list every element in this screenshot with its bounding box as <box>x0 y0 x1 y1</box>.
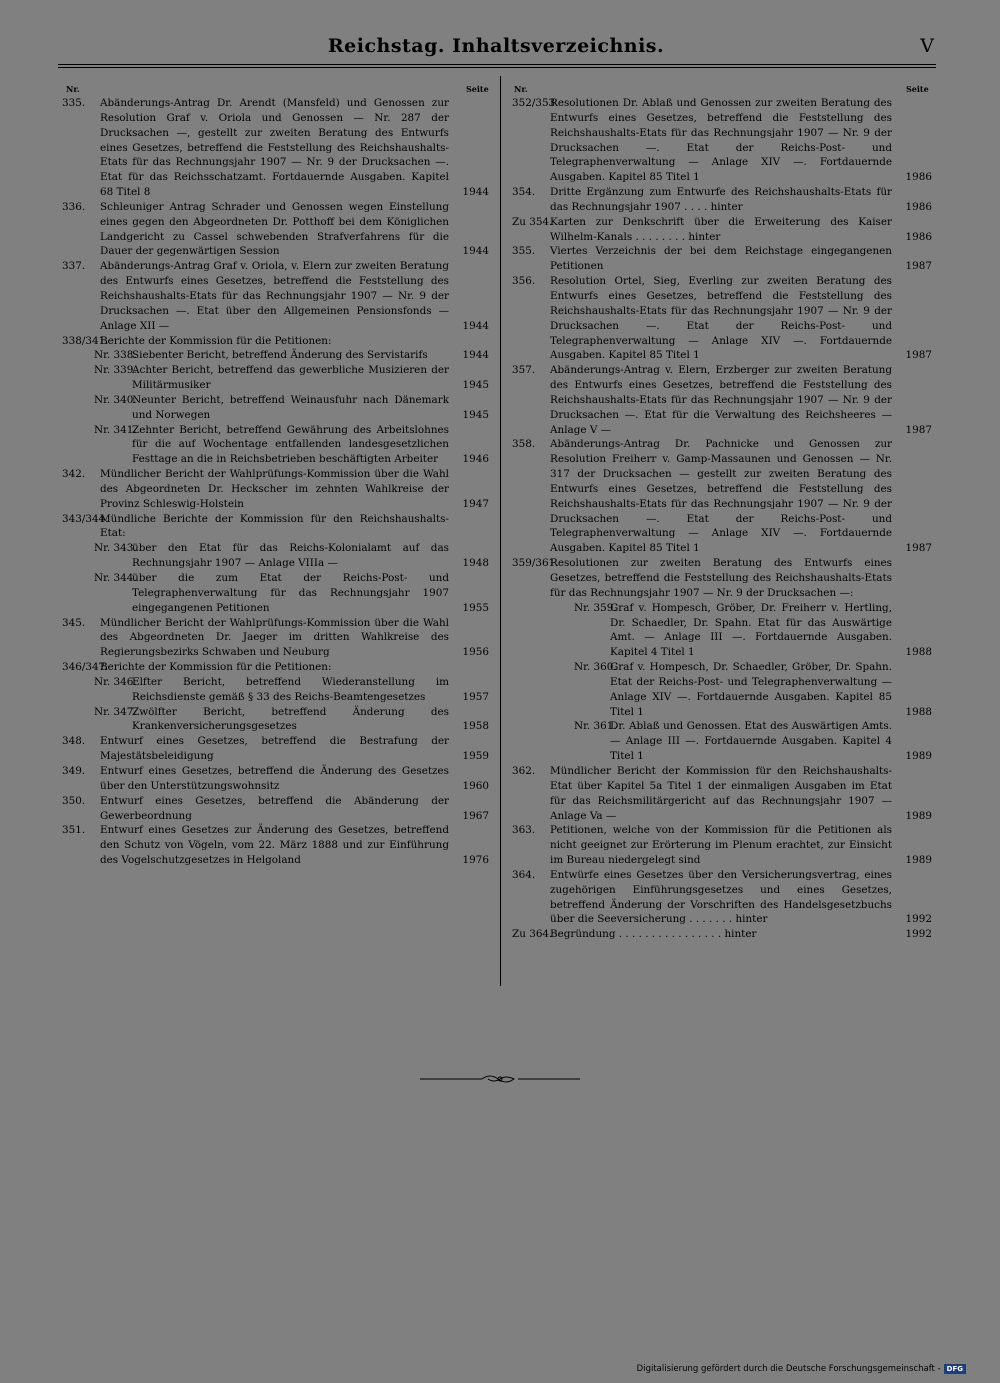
toc-entry <box>512 868 932 927</box>
toc-subentry <box>62 363 489 393</box>
page-header <box>58 35 934 63</box>
entry-text: Berichte der Kommission für die Petitionen: <box>100 661 332 674</box>
toc-subentry <box>62 348 489 363</box>
footer-text: Digitalisierung gefördert durch die Deutsche Forschungsgemeinschaft - <box>636 1364 941 1374</box>
entry-page: 1944 <box>462 245 489 258</box>
left-seite-label: Seite <box>466 84 489 94</box>
entry-page: 1987 <box>905 349 932 362</box>
entry-number: 335. <box>62 97 86 109</box>
entry-page: 1947 <box>462 497 489 510</box>
toc-subentry <box>512 601 932 660</box>
entry-number: Nr. 359. <box>574 601 617 614</box>
entry-page: 1988 <box>905 646 932 659</box>
entry-text: Mündlicher Bericht der Wahlprüfungs-Kommission über die Wahl des Abgeordneten Dr. Heckscher im zehnten Wahlkreise der Provinz Schleswig-Holstein <box>100 468 449 510</box>
entry-number: 356. <box>512 275 536 288</box>
entry-page: 1959 <box>462 750 489 763</box>
entry-number: 351. <box>62 824 86 837</box>
toc-entry <box>512 823 932 868</box>
toc-subentry <box>62 541 489 571</box>
entry-text: Berichte der Kommission für die Petitionen: <box>100 334 332 347</box>
toc-subentry <box>62 571 489 616</box>
entry-number: Nr. 338. <box>94 349 137 362</box>
toc-entry <box>62 334 489 349</box>
toc-subentry <box>62 393 489 423</box>
toc-subentry <box>62 705 489 735</box>
toc-entry <box>512 363 932 437</box>
entry-number: 355. <box>512 245 536 258</box>
toc-entry <box>512 437 932 556</box>
entry-text: Karten zur Denkschrift über die Erweiterung des Kaiser Wilhelm-Kanals . . . . . . . . hinter <box>550 215 892 243</box>
toc-entry <box>512 244 932 274</box>
entry-number: 338/341. <box>62 334 109 347</box>
entry-text: Resolutionen zur zweiten Beratung des Entwurfs eines Gesetzes, betreffend die Feststellung des Reichshaushalts-Etats für das Rechnungsjahr 1907 — Nr. 9 der Drucksachen —: <box>550 557 892 599</box>
entry-number: 349. <box>62 764 86 777</box>
entry-page: 1987 <box>905 542 932 555</box>
toc-entry <box>512 215 932 245</box>
toc-entry <box>62 616 489 661</box>
toc-entry <box>512 556 932 601</box>
entry-page: 1967 <box>462 809 489 822</box>
entry-number: 346/347. <box>62 661 109 674</box>
toc-subentry <box>512 660 932 719</box>
toc-entry <box>62 96 489 200</box>
entry-text: Begründung . . . . . . . . . . . . . . . . hinter <box>550 928 757 941</box>
entry-number: 342. <box>62 468 86 481</box>
toc-entry <box>62 823 489 868</box>
toc-entry <box>62 512 489 542</box>
entry-page: 1988 <box>905 705 932 718</box>
entry-number: Nr. 341. <box>94 423 137 436</box>
entry-page: 1989 <box>905 750 932 763</box>
entry-text: Abänderungs-Antrag v. Elern, Erzberger zur zweiten Beratung des Entwurfs eines Gesetzes, betreffend die Feststellung des Reichshaushalts-Etats für das Rechnungsjahr 1907 — Nr. 9 der Drucksachen —. Etat für die Verwaltung des Reichsheeres — Anlage V — <box>550 364 892 436</box>
entry-number: 362. <box>512 764 536 777</box>
entry-number: Nr. 344. <box>94 572 137 584</box>
entry-text: über den Etat für das Reichs-Kolonialamt auf das Rechnungsjahr 1907 — Anlage VIIIa — <box>132 542 449 570</box>
entry-number: 350. <box>62 794 86 807</box>
entry-page: 1960 <box>462 779 489 792</box>
entry-text: Abänderungs-Antrag Graf v. Oriola, v. Elern zur zweiten Beratung des Entwurfs eines Gesetzes, betreffend die Feststellung des Reichshaushalts-Etats für das Rechnungsjahr 1907 — Nr. 9 der Drucksachen —. Etat über den Allgemeinen Pensionsfonds — Anlage XII — <box>100 260 449 332</box>
entry-text: Entwürfe eines Gesetzes über den Versicherungsvertrag, eines zugehörigen Einführungsgesetzes und eines Gesetzes, betreffend Änderung der Vorschriften des Handelsgesetzbuchs über die Seeversicherung . . . . . . . hinter <box>550 868 892 926</box>
entry-text: Dritte Ergänzung zum Entwurfe des Reichshaushalts-Etats für das Rechnungsjahr 1907 . . . . hinter <box>550 186 892 213</box>
entry-text: Zwölfter Bericht, betreffend Änderung des Krankenversicherungsgesetzes <box>132 705 449 733</box>
entry-page: 1944 <box>462 349 489 362</box>
entry-number: 354. <box>512 186 536 199</box>
entry-text: Mündlicher Bericht der Wahlprüfungs-Kommission über die Wahl des Abgeordneten Dr. Jaeger im dritten Wahlkreise des Regierungsbezirks Schwaben und Neuburg <box>100 616 449 659</box>
entry-page: 1944 <box>462 319 489 332</box>
entry-number: 336. <box>62 200 86 213</box>
entry-text: Abänderungs-Antrag Dr. Pachnicke und Genossen zur Resolution Freiherr v. Gamp-Massaunen und Genossen — Nr. 317 der Drucksachen — gestellt zur zweiten Beratung des Entwurfs eines Gesetzes, betreffend die Feststellung des Reichshaushalts-Etats für das Rechnungsjahr 1907 — Nr. 9 der Drucksachen —. Etat der Reichs-Post- und Telegraphenverwaltung — Anlage XIV —. Fortdauernde Ausgaben. Kapitel 85 Titel 1 <box>550 438 892 555</box>
toc-entry <box>62 259 489 333</box>
entry-page: 1976 <box>462 854 489 867</box>
entry-number: 343/344. <box>62 512 109 525</box>
entry-text: Petitionen, welche von der Kommission für die Petitionen als nicht geeignet zur Erörterung im Plenum erachtet, zur Einsicht im Bureau niedergelegt sind <box>550 824 892 867</box>
entry-number: Nr. 343. <box>94 542 137 555</box>
footer <box>637 1364 966 1374</box>
entry-number: Nr. 361. <box>574 720 617 733</box>
entry-page: 1986 <box>905 200 932 213</box>
toc-subentry <box>512 719 932 764</box>
entry-text: Elfter Bericht, betreffend Wiederanstellung im Reichsdienste gemäß § 33 des Reichs-Beamtengesetzes <box>132 675 449 703</box>
column-divider <box>500 76 501 986</box>
header-rule-thin <box>58 67 936 68</box>
entry-page: 1989 <box>905 854 932 867</box>
entry-number: 359/361. <box>512 557 559 570</box>
left-column <box>62 96 489 868</box>
right-column <box>512 96 932 942</box>
toc-entry <box>62 734 489 764</box>
entry-number: Nr. 339. <box>94 364 137 377</box>
entry-page: 1948 <box>462 557 489 570</box>
toc-subentry <box>62 675 489 705</box>
page-title: Reichstag. Inhaltsverzeichnis. <box>327 35 665 57</box>
toc-entry <box>512 185 932 215</box>
entry-page: 1946 <box>462 453 489 466</box>
header-rule <box>58 64 936 65</box>
left-nr-label: Nr. <box>66 84 80 94</box>
page-number: V <box>920 35 934 57</box>
entry-number: Nr. 347. <box>94 705 137 718</box>
entry-page: 1944 <box>462 186 489 199</box>
dfg-logo: DFG <box>944 1364 966 1374</box>
entry-text: Abänderungs-Antrag Dr. Arendt (Mansfeld) und Genossen zur Resolution Graf v. Oriola und Genossen — Nr. 287 der Drucksachen —, gestellt zur zweiten Beratung des Entwurfs eines Gesetzes, betreffend die Feststellung des Reichshaushalts-Etats für das Rechnungsjahr 1907 — Nr. 9 der Drucksachen —. Etat für das Reichsschatzamt. Fortdauernde Ausgaben. Kapitel 68 Titel 8 <box>100 97 449 199</box>
entry-page: 1945 <box>462 408 489 421</box>
entry-page: 1955 <box>462 601 489 614</box>
toc-entry <box>62 794 489 824</box>
entry-page: 1956 <box>462 646 489 659</box>
entry-text: über die zum Etat der Reichs-Post- und Telegraphenverwaltung für das Rechnungsjahr 1907 eingegangenen Petitionen <box>132 572 449 614</box>
entry-text: Entwurf eines Gesetzes, betreffend die Abänderung der Gewerbeordnung <box>100 794 449 822</box>
entry-page: 1958 <box>462 720 489 733</box>
entry-text: Graf v. Hompesch, Gröber, Dr. Freiherr v. Hertling, Dr. Schaedler, Dr. Spahn. Etat für das Auswärtige Amt. — Anlage III —. Fortdauernde Ausgaben. Kapitel 4 Titel 1 <box>610 601 892 659</box>
entry-text: Resolution Ortel, Sieg, Everling zur zweiten Beratung des Entwurfs eines Gesetzes, betreffend die Feststellung des Reichshaushalts-Etats für das Rechnungsjahr 1907 — Nr. 9 der Drucksachen —. Etat der Reichs-Post- und Telegraphenverwaltung — Anlage XIV —. Fortdauernde Ausgaben. Kapitel 85 Titel 1 <box>550 275 892 362</box>
entry-number: 337. <box>62 260 86 273</box>
entry-page: 1957 <box>462 690 489 703</box>
entry-page: 1986 <box>905 171 932 184</box>
entry-number: 363. <box>512 824 536 837</box>
entry-text: Graf v. Hompesch, Dr. Schaedler, Gröber, Dr. Spahn. Etat der Reichs-Post- und Telegraphenverwaltung — Anlage XIV —. Fortdauernde Ausgaben. Kapitel 85 Titel 1 <box>610 661 892 718</box>
entry-number: Nr. 360. <box>574 661 617 674</box>
entry-text: Resolutionen Dr. Ablaß und Genossen zur zweiten Beratung des Entwurfs eines Gesetzes, betreffend die Feststellung des Reichshaushalts-Etats für das Rechnungsjahr 1907 — Nr. 9 der Drucksachen —. Etat der Reichs-Post- und Telegraphenverwaltung — Anlage XIV —. Fortdauernde Ausgaben. Kapitel 85 Titel 1 <box>550 97 892 184</box>
entry-text: Schleuniger Antrag Schrader und Genossen wegen Einstellung eines gegen den Abgeordneten Dr. Potthoff bei dem Königlichen Landgericht zu Cassel schwebenden Strafverfahrens für die Dauer der gegenwärtigen Session <box>100 200 449 258</box>
entry-text: Entwurf eines Gesetzes, betreffend die Änderung des Gesetzes über den Unterstützungswohnsitz <box>100 764 449 792</box>
entry-text: Achter Bericht, betreffend das gewerbliche Musizieren der Militärmusiker <box>132 364 449 392</box>
end-ornament <box>420 1073 580 1085</box>
entry-text: Mündliche Berichte der Kommission für den Reichshaushalts-Etat: <box>100 512 449 540</box>
entry-number: Zu 354. <box>512 215 553 228</box>
entry-text: Dr. Ablaß und Genossen. Etat des Auswärtigen Amts. — Anlage III —. Fortdauernde Ausgaben. Kapitel 4 Titel 1 <box>610 720 892 763</box>
entry-page: 1987 <box>905 260 932 273</box>
toc-entry <box>512 764 932 823</box>
right-seite-label: Seite <box>906 84 929 94</box>
right-nr-label: Nr. <box>514 84 528 94</box>
toc-entry <box>62 200 489 259</box>
toc-entry <box>512 927 932 942</box>
entry-page: 1992 <box>905 928 932 941</box>
entry-page: 1986 <box>905 230 932 243</box>
entry-page: 1987 <box>905 423 932 436</box>
entry-number: 358. <box>512 438 536 451</box>
toc-subentry <box>62 423 489 468</box>
toc-entry <box>62 660 489 675</box>
entry-page: 1989 <box>905 809 932 822</box>
entry-text: Zehnter Bericht, betreffend Gewährung des Arbeitslohnes für die auf Wochentage entfallenden landesgesetzlichen Festtage an die in Reichsbetrieben beschäftigten Arbeiter <box>132 423 449 466</box>
entry-number: Nr. 340. <box>94 393 137 406</box>
entry-number: 364. <box>512 868 536 881</box>
entry-text: Entwurf eines Gesetzes, betreffend die Bestrafung der Majestätsbeleidigung <box>100 735 449 763</box>
entry-text: Entwurf eines Gesetzes zur Änderung des Gesetzes, betreffend den Schutz von Vögeln, vom 22. März 1888 und zur Einführung des Vogelschutzgesetzes in Helgoland <box>100 824 449 867</box>
entry-number: 357. <box>512 364 536 377</box>
toc-entry <box>62 467 489 512</box>
entry-number: Nr. 346. <box>94 675 137 688</box>
entry-text: Neunter Bericht, betreffend Weinausfuhr nach Dänemark und Norwegen <box>132 393 449 421</box>
entry-page: 1992 <box>905 913 932 926</box>
entry-text: Viertes Verzeichnis der bei dem Reichstage eingegangenen Petitionen <box>550 245 892 273</box>
entry-page: 1945 <box>462 379 489 392</box>
entry-text: Mündlicher Bericht der Kommission für den Reichshaushalts-Etat über Kapitel 5a Titel 1 der einmaligen Ausgaben im Etat für das Reichsmilitärgericht auf das Rechnungsjahr 1907 — Anlage Va — <box>550 764 892 822</box>
entry-number: 348. <box>62 735 86 748</box>
toc-entry <box>62 764 489 794</box>
entry-number: Zu 364. <box>512 928 553 941</box>
entry-number: 345. <box>62 616 86 629</box>
entry-text: Siebenter Bericht, betreffend Änderung des Servistarifs <box>132 349 428 362</box>
toc-entry <box>512 96 932 185</box>
entry-number: 352/353. <box>512 97 559 109</box>
toc-entry <box>512 274 932 363</box>
